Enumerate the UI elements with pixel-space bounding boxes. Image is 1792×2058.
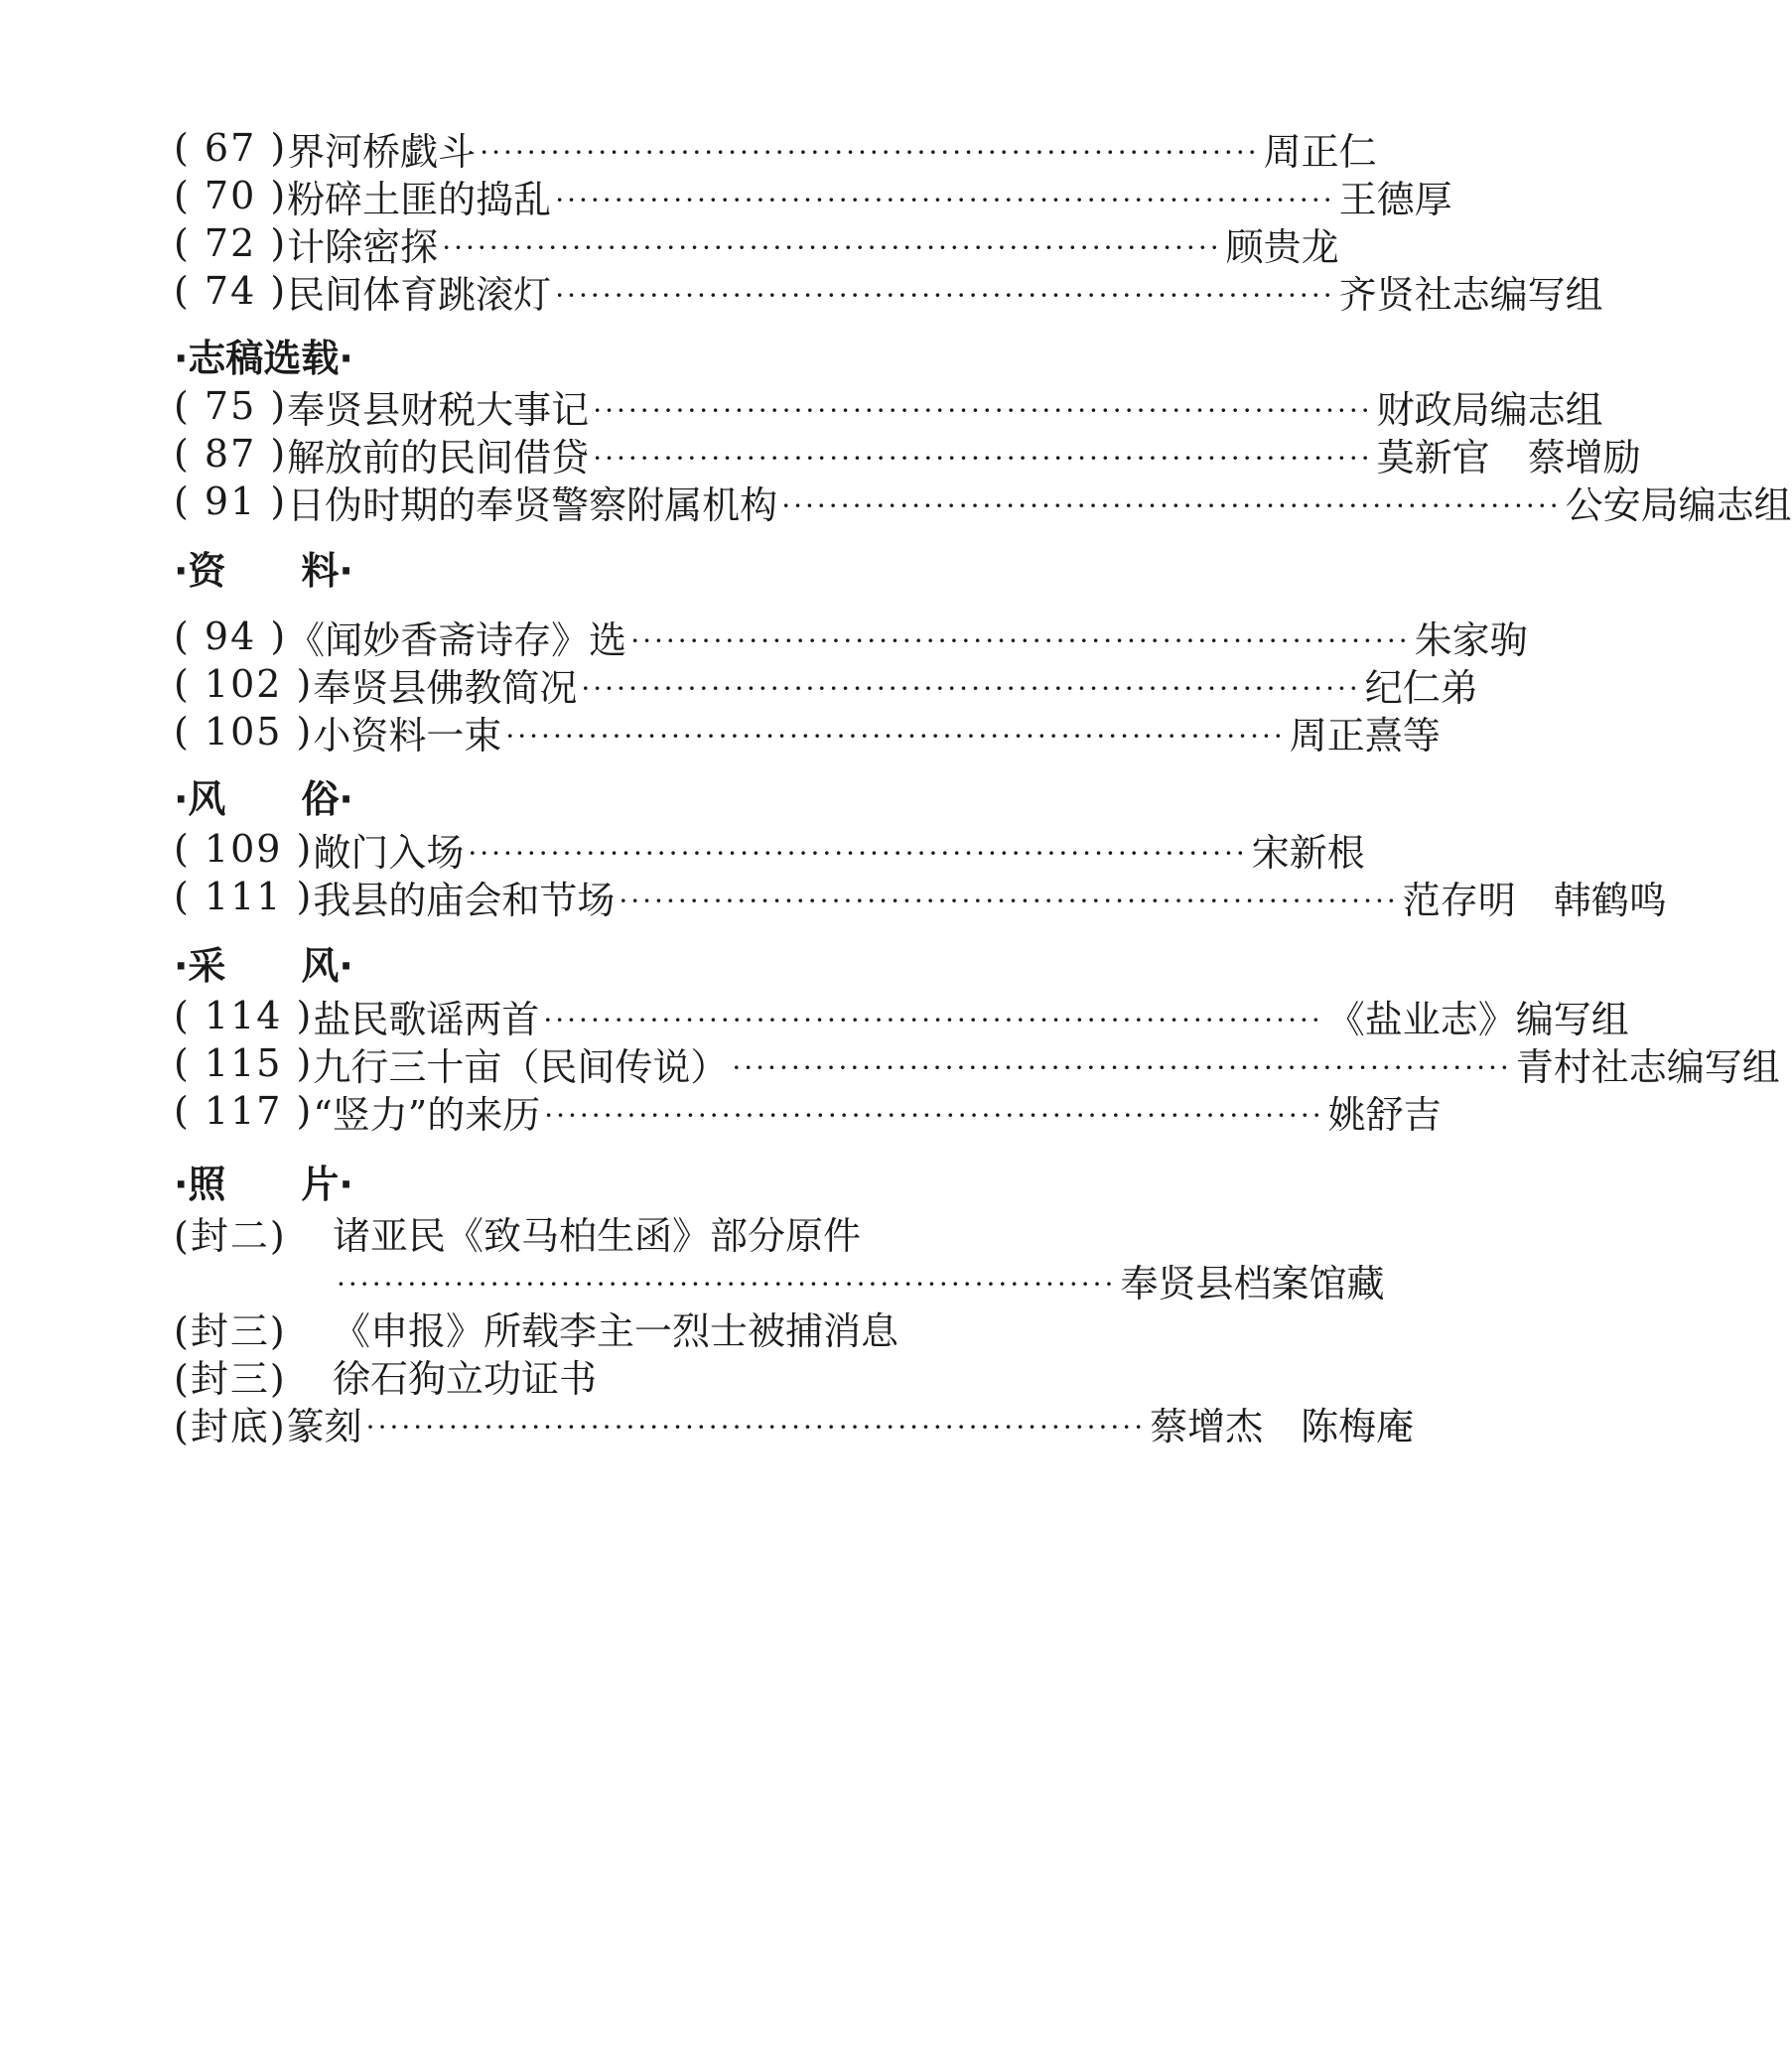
entry-title: 民间体育跳滚灯 (287, 272, 552, 317)
toc-entry (174, 262, 1603, 320)
entry-title: 解放前的民间借贷 (287, 435, 590, 480)
page-number: ( 94 ) (174, 615, 288, 658)
section-heading: ·志稿选载· (174, 336, 353, 380)
entry-title: 徐石狗立功证书 (333, 1356, 598, 1401)
leader-dots: ·································································· (337, 1267, 1117, 1301)
entry-author: 齐贤社志编写组 (1338, 272, 1603, 317)
entry-author: 蔡增杰 陈梅庵 (1150, 1404, 1415, 1448)
entry-title: 《申报》所载李主一烈士被捕消息 (333, 1308, 899, 1353)
toc-entry (174, 703, 1441, 760)
page-number: ( 74 ) (174, 269, 288, 313)
entry-author: 姚舒吉 (1327, 1092, 1442, 1137)
toc-entry (174, 868, 1667, 925)
entry-title: 粉碎土匪的捣乱 (287, 177, 552, 221)
section-heading: ·采 风· (174, 943, 353, 988)
page-number: ( 105 ) (174, 710, 314, 754)
leader-dots: ·································································· (480, 135, 1260, 169)
leader-dots: ·································································· (543, 1003, 1323, 1036)
entry-title: 奉贤县佛教简况 (313, 665, 578, 710)
leader-dots: ·································································· (581, 671, 1361, 705)
page-number: ( 102 ) (174, 662, 314, 706)
entry-title: 《闻妙香斋诗存》选 (287, 617, 627, 662)
entry-title: 计除密探 (287, 224, 439, 269)
leader-dots: ·································································· (555, 183, 1335, 216)
toc-entry (174, 473, 1792, 530)
entry-author: 《盐业志》编写组 (1326, 997, 1629, 1041)
page-number: ( 72 ) (174, 221, 288, 265)
entry-title: 日伪时期的奉贤警察附属机构 (287, 482, 778, 527)
entry-title: 盐民歌谣两首 (313, 997, 540, 1041)
entry-title: 奉贤县财税大事记 (287, 387, 590, 432)
leader-dots: ·································································· (593, 393, 1373, 427)
leader-dots: ·································································· (365, 1410, 1147, 1443)
page-number: ( 70 ) (174, 174, 288, 217)
entry-author: 奉贤县档案馆藏 (1120, 1261, 1385, 1305)
leader-dots: ·································································· (593, 441, 1373, 475)
entry-title: 我县的庙会和节场 (313, 878, 616, 922)
page-number: (封二) (174, 1213, 287, 1258)
leader-dots: ·································································· (781, 488, 1562, 522)
entry-author: 周正仁 (1263, 129, 1377, 174)
entry-author: 顾贵龙 (1225, 224, 1339, 269)
section-heading: ·风 俗· (174, 776, 353, 821)
entry-author: 财政局编志组 (1376, 387, 1603, 432)
entry-author: 范存明 韩鹤鸣 (1402, 878, 1667, 922)
entry-author: 宋新根 (1251, 830, 1365, 875)
toc-entry (174, 1082, 1442, 1140)
toc-entry (174, 1394, 1415, 1451)
page-number: ( 75 ) (174, 384, 288, 428)
page-number: ( 109 ) (174, 827, 314, 871)
entry-title: 小资料一束 (313, 713, 502, 757)
entry-author: 朱家驹 (1414, 617, 1528, 662)
entry-author: 纪仁弟 (1364, 665, 1478, 710)
entry-author: 莫新官 蔡增励 (1376, 435, 1641, 480)
section-heading: ·照 片· (174, 1162, 353, 1206)
leader-dots: ·································································· (505, 719, 1286, 753)
page-number: ( 111 ) (174, 875, 314, 918)
leader-dots: ·································································· (468, 836, 1248, 870)
entry-title: 诸亚民《致马柏生函》部分原件 (333, 1213, 862, 1258)
entry-title: “竖力”的来历 (313, 1092, 541, 1137)
entry-title: 敞门入场 (313, 830, 465, 875)
page-number: ( 115 ) (174, 1041, 314, 1085)
page-number: ( 117 ) (174, 1089, 314, 1133)
page-number: ( 114 ) (174, 994, 314, 1037)
leader-dots: ·································································· (732, 1050, 1512, 1084)
leader-dots: ·································································· (544, 1098, 1324, 1132)
entry-author: 公安局编志组 (1565, 482, 1792, 527)
entry-title: 篆刻 (286, 1404, 362, 1448)
leader-dots: ·································································· (619, 884, 1399, 917)
leader-dots: ·································································· (442, 230, 1222, 264)
page-number: (封底) (174, 1404, 287, 1448)
page-number: ( 87 ) (174, 432, 288, 476)
entry-title: 界河桥戯斗 (287, 129, 477, 174)
entry-title: 九行三十亩（民间传说） (313, 1044, 729, 1089)
section-heading: ·资 料· (174, 548, 353, 593)
entry-author: 王德厚 (1338, 177, 1452, 221)
page-number: (封三) (174, 1356, 287, 1401)
page-number: ( 91 ) (174, 480, 288, 523)
page-number: ( 67 ) (174, 126, 288, 170)
entry-author: 周正熹等 (1289, 713, 1441, 757)
page-number: (封三) (174, 1308, 287, 1353)
leader-dots: ·································································· (630, 623, 1411, 657)
leader-dots: ·································································· (555, 278, 1335, 312)
entry-author: 青村社志编写组 (1515, 1044, 1780, 1089)
